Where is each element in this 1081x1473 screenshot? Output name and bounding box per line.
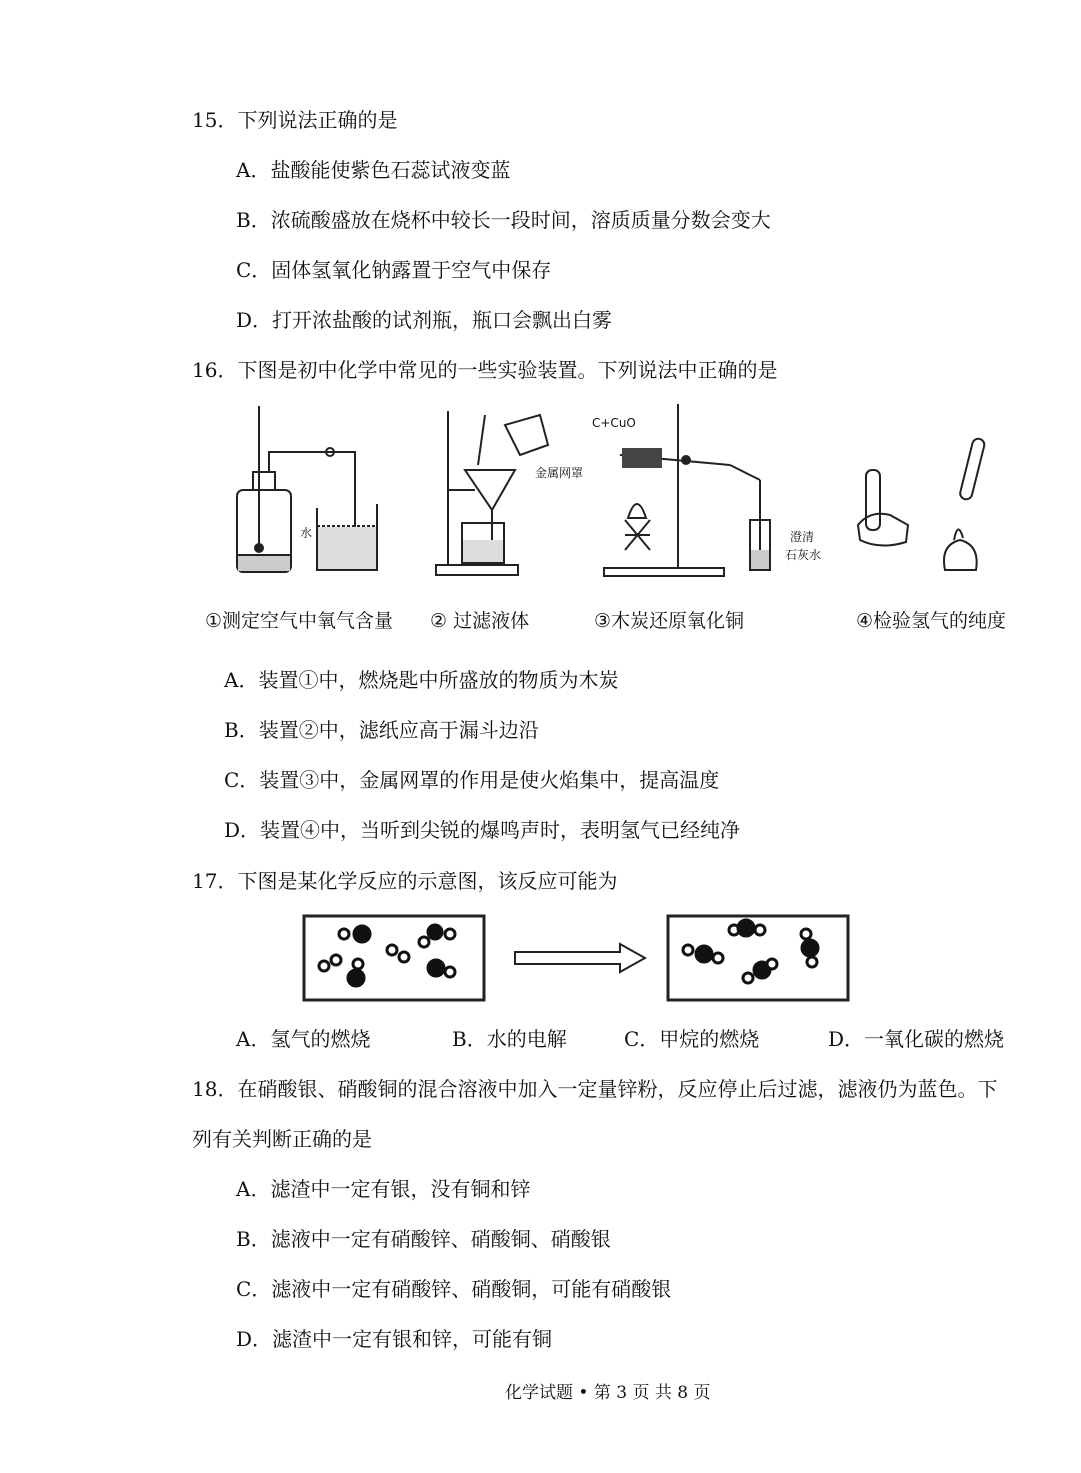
q17-option-c: C．甲烷的燃烧 (624, 1027, 760, 1051)
label-water: 水 (300, 526, 313, 540)
label-limewater-2: 石灰水 (785, 548, 822, 562)
q15-option-b: B．浓硫酸盛放在烧杯中较长一段时间，溶质质量分数会变大 (236, 208, 771, 232)
apparatus-filtration-figure (430, 405, 560, 580)
q16-option-a: A．装置①中，燃烧匙中所盛放的物质为木炭 (224, 668, 619, 692)
caption-oxygen-content: ①测定空气中氧气含量 (205, 610, 394, 632)
q16-option-d: D．装置④中，当听到尖锐的爆鸣声时，表明氢气已经纯净 (224, 818, 741, 842)
caption-filtration: ② 过滤液体 (430, 610, 530, 632)
q16-option-c: C．装置③中，金属网罩的作用是使火焰集中，提高温度 (224, 768, 720, 792)
q18-option-a: A．滤渣中一定有银，没有铜和锌 (236, 1177, 531, 1201)
label-reactants: C+CuO (592, 416, 636, 430)
caption-carbon-reduction: ③木炭还原氧化铜 (594, 610, 745, 632)
q18-option-b: B．滤液中一定有硝酸锌、硝酸铜、硝酸银 (236, 1227, 611, 1251)
caption-hydrogen-purity: ④检验氢气的纯度 (856, 610, 1007, 632)
label-limewater-1: 澄清 (790, 530, 815, 544)
q16-option-b: B．装置②中，滤纸应高于漏斗边沿 (224, 718, 539, 742)
q17-option-b: B．水的电解 (452, 1027, 567, 1051)
apparatus-hydrogen-purity-figure (850, 430, 1000, 580)
q17-stem: 17．下图是某化学反应的示意图，该反应可能为 (192, 869, 618, 893)
q15-option-c: C．固体氢氧化钠露置于空气中保存 (236, 258, 552, 282)
q15-stem: 15．下列说法正确的是 (192, 108, 398, 132)
reaction-diagram (300, 912, 860, 1004)
q16-stem: 16．下图是初中化学中常见的一些实验装置。下列说法中正确的是 (192, 358, 778, 382)
label-gauze: 金属网罩 (535, 466, 584, 480)
q18-option-d: D．滤渣中一定有银和锌，可能有铜 (236, 1327, 553, 1351)
reaction-arrow (515, 944, 645, 972)
q18-option-c: C．滤液中一定有硝酸锌、硝酸铜，可能有硝酸银 (236, 1277, 672, 1301)
q15-option-d: D．打开浓盐酸的试剂瓶，瓶口会飘出白雾 (236, 308, 613, 332)
apparatus-oxygen-figure (225, 400, 405, 580)
q17-option-d: D．一氧化碳的燃烧 (828, 1027, 1005, 1051)
q18-stem-line-2: 列有关判断正确的是 (192, 1127, 372, 1151)
q15-option-a: A．盐酸能使紫色石蕊试液变蓝 (236, 158, 511, 182)
page-footer: 化学试题 • 第 3 页 共 8 页 (505, 1383, 711, 1403)
q17-option-a: A．氢气的燃烧 (236, 1027, 371, 1051)
q18-stem-line-1: 18．在硝酸银、硝酸铜的混合溶液中加入一定量锌粉，反应停止后过滤，滤液仍为蓝色。下 (192, 1077, 998, 1101)
